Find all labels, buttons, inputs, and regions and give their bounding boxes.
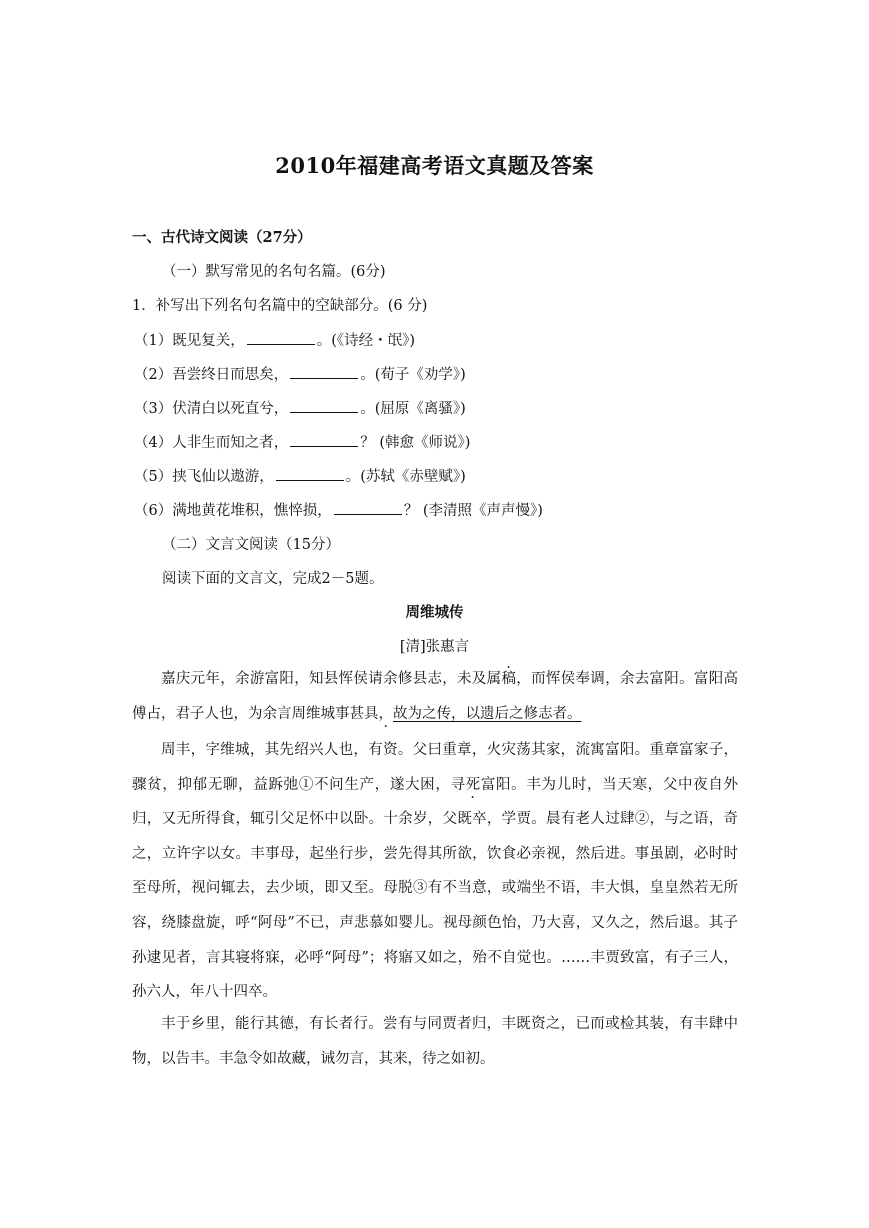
answer-blank[interactable] [290, 432, 358, 447]
reading-instruction: 阅读下面的文言文，完成2－5题。 [162, 571, 384, 587]
answer-blank[interactable] [247, 330, 315, 345]
fill-item-2: （2）吾尝终日而思矣， 。(荀子《劝学》) [134, 364, 466, 385]
page-title: 2010年福建高考语文真题及答案 [275, 153, 594, 178]
answer-blank[interactable] [290, 364, 358, 379]
subsection-heading-1: （一）默写常见的名句名篇。(6分) [162, 264, 386, 280]
answer-blank[interactable] [276, 466, 344, 481]
subsection-heading-2: （二）文言文阅读（15分） [162, 537, 340, 553]
passage-paragraph-3: 丰于乡里，能行其德，有长者行。尝有与同贾者归，丰既资之，已而或检其装，有丰肆中物，以告丰。丰急令如故藏，诫勿言，其来，待之如初。 [132, 1016, 738, 1067]
section-heading: 一、古代诗文阅读（27分） [132, 229, 312, 246]
passage-title: 周维城传 [405, 604, 464, 621]
passage-paragraph-1: 嘉庆元年，余游富阳，知县恽侯请余修县志，未及属稿，而恽侯奉调，余去富阳。富阳高傅占，君子人也，为余言周维城事甚具，故为之传，以遗后之修志者。 [132, 671, 739, 722]
fill-item-1: （1）既见复关， 。(《诗经・氓》) [134, 330, 415, 351]
emphasis-char: 具 [364, 705, 379, 722]
underlined-sentence: 故为之传，以遗后之修志者。 [393, 705, 582, 722]
emphasis-char: 属 [486, 671, 502, 687]
fill-item-5: （5）挟飞仙以遨游， 。(苏轼《赤壁赋》) [134, 466, 466, 487]
fill-item-4: （4）人非生而知之者， ？ (韩愈《师说》) [134, 432, 470, 453]
passage-author: [清]张惠言 [399, 639, 470, 655]
passage-paragraph-2: 周丰，字维城，其先绍兴人也，有资。父曰重章，火灾荡其家，流寓富阳。重章富家子，骤贫，抑郁无聊，益跅弛①不问生产，遂大困，寻死富阳。丰为儿时，当天寒，父中夜自外归，又无所得食，辄引父足怀中以卧。十余岁，父既卒，学贾。晨有老人过肆②，与之语，奇之，立许字以女。丰事母，起坐行步，尝先得其所欲，饮食必亲视，然后进。事虽剧，必时时至母所，视问辄去，去少顷，即又至。母脱③有不当意，或端坐不语，丰大惧，皇皇然若无所容，绕膝盘旋，呼“阿母”不已，声悲慕如婴儿。视母颜色怡，乃大喜，又久之，然后退。其子孙逮见者，言其寝将寐，必呼“阿母”；将寤又如之，殆不自觉也。……丰贾致富，有子三人，孙六人，年八十四卒。 [132, 742, 739, 1001]
answer-blank[interactable] [334, 500, 402, 515]
fill-item-3: （3）伏清白以死直兮， 。(屈原《离骚》) [134, 398, 466, 419]
answer-blank[interactable] [290, 398, 358, 413]
emphasis-char: 寻 [450, 776, 466, 793]
question-1: 1．补写出下列名句名篇中的空缺部分。(6 分) [132, 298, 428, 314]
fill-item-6: （6）满地黄花堆积，憔悴损， ？ (李清照《声声慢》) [134, 500, 543, 521]
